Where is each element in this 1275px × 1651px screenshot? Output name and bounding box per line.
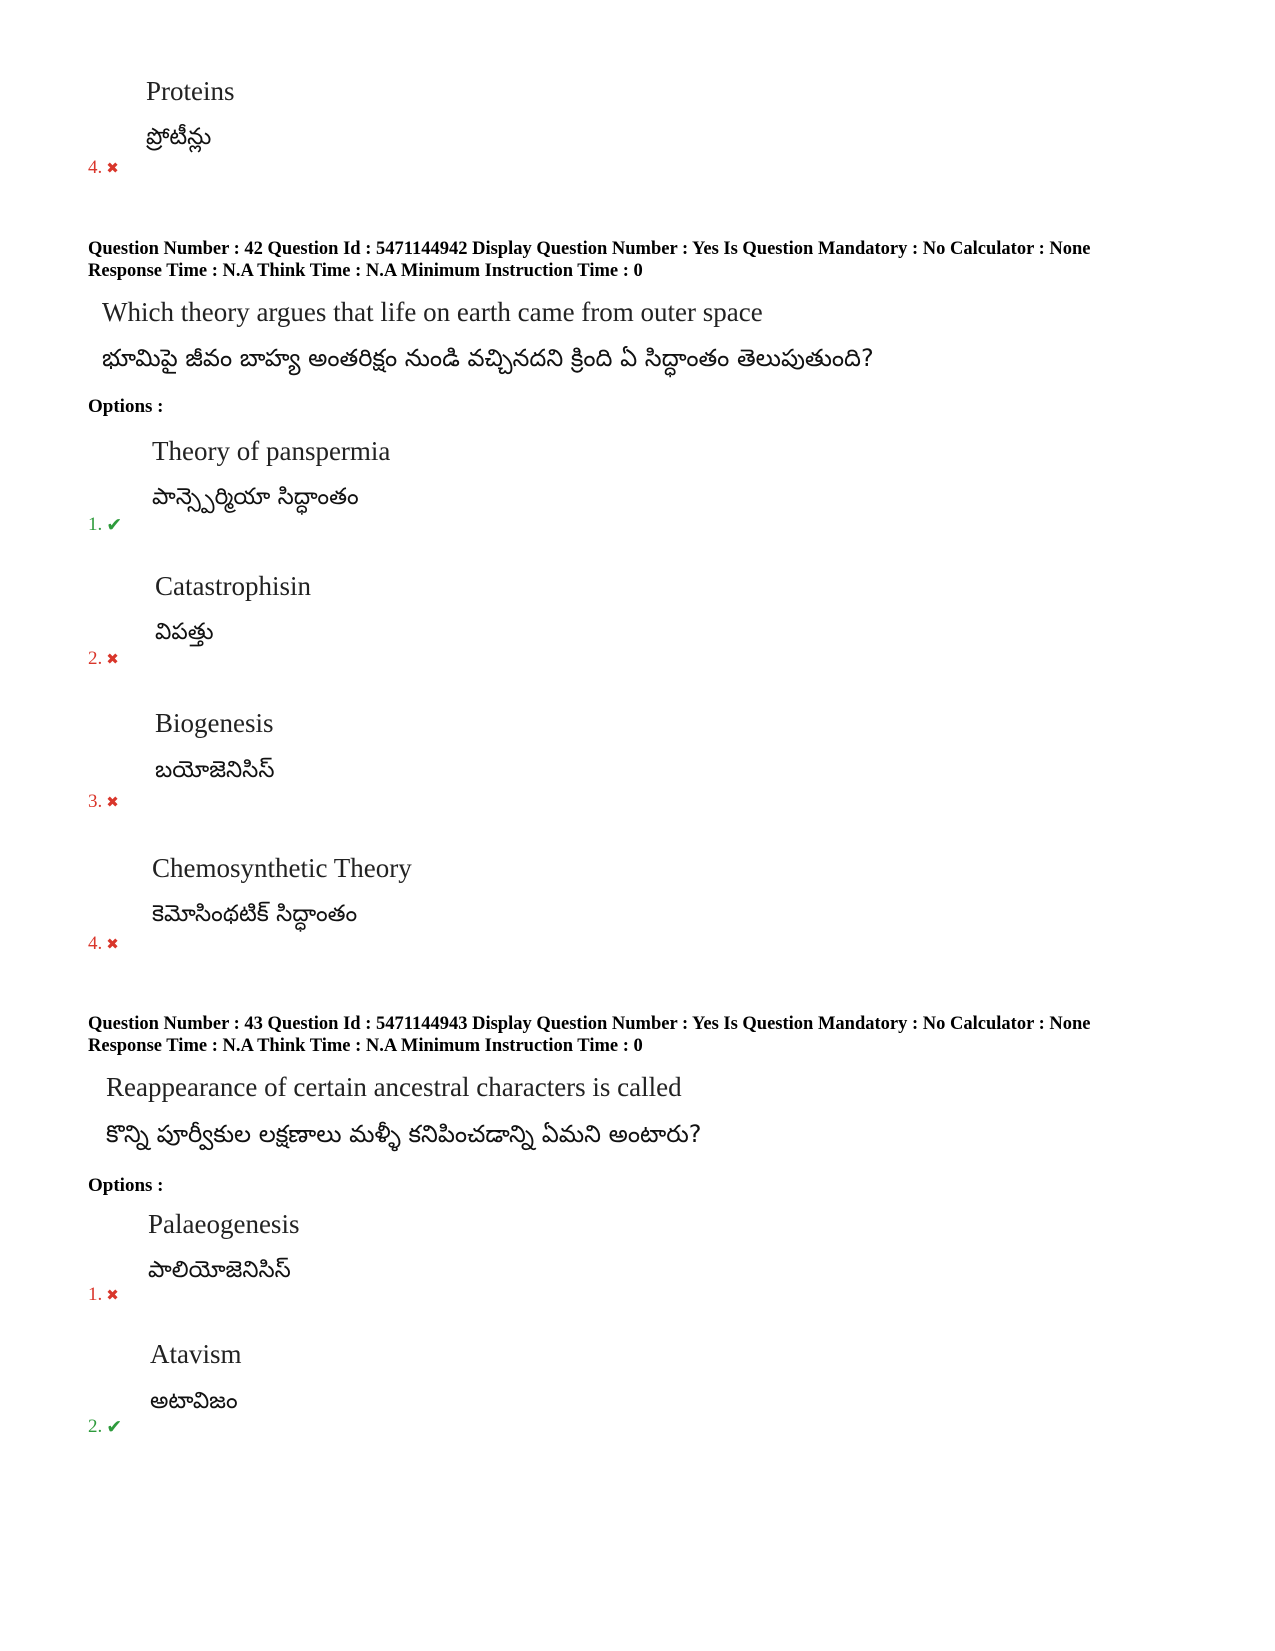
q43-option-2-text-en: Atavism <box>150 1339 242 1369</box>
q43-option-1-marker <box>88 1284 119 1306</box>
q43-option-1-text-en: Palaeogenesis <box>148 1209 300 1239</box>
q42-option-4-text-en: Chemosynthetic Theory <box>152 853 412 883</box>
q42-option-3-marker <box>88 791 119 813</box>
q43-options-label: Options : <box>88 1175 164 1196</box>
cross-icon: ✖ <box>106 1285 119 1304</box>
q42-question-text-te: భూమిపై జీవం బాహ్య అంతరిక్షం నుండి వచ్చినదని క్రింది ఏ సిద్ధాంతం తెలుపుతుంది? <box>102 344 874 372</box>
cross-icon: ✖ <box>106 158 119 177</box>
q42-option-2-text-te: విపత్తు <box>155 619 214 645</box>
q42-option-2-text-en: Catastrophisin <box>155 571 311 601</box>
q42-question-text-en: Which theory argues that life on earth came from outer space <box>102 297 763 327</box>
q42-meta-line1: Question Number : 42 Question Id : 5471144942 Display Question Number : Yes Is Question Mandatory : No Calculator : None <box>88 239 1091 259</box>
cross-icon: ✖ <box>106 934 119 953</box>
q43-question-text-en: Reappearance of certain ancestral characters is called <box>106 1072 682 1102</box>
q42-option-3-text-en: Biogenesis <box>155 708 274 738</box>
q42-option-1-text-te: పాన్స్పెర్మియా సిద్ధాంతం <box>152 484 359 510</box>
q43-option-1-text-te: పాలియోజెనిసిస్ <box>148 1257 291 1283</box>
q43-option-2-marker <box>88 1416 122 1438</box>
option-number: 4. <box>88 933 103 954</box>
option-number: 2. <box>88 1416 103 1437</box>
check-icon: ✔ <box>106 513 123 536</box>
q42-option-2-marker <box>88 648 119 670</box>
q43-option-2-text-te: అటావిజం <box>150 1388 238 1414</box>
option-number: 4. <box>88 157 103 178</box>
check-icon: ✔ <box>106 1415 123 1438</box>
option-number: 1. <box>88 1284 103 1305</box>
prev-option-4-text-te: ప్రోటీన్లు <box>146 124 212 150</box>
q42-option-1-marker <box>88 514 122 536</box>
q43-meta-line2: Response Time : N.A Think Time : N.A Minimum Instruction Time : 0 <box>88 1036 643 1056</box>
prev-option-4-marker <box>88 157 119 179</box>
q42-option-4-marker <box>88 933 119 955</box>
option-number: 1. <box>88 514 103 535</box>
q42-options-label: Options : <box>88 396 164 417</box>
q42-option-3-text-te: బయోజెనిసిస్ <box>155 757 275 783</box>
q42-option-1-text-en: Theory of panspermia <box>152 436 391 466</box>
option-number: 2. <box>88 648 103 669</box>
option-number: 3. <box>88 791 103 812</box>
cross-icon: ✖ <box>106 792 119 811</box>
cross-icon: ✖ <box>106 649 119 668</box>
q43-question-text-te: కొన్ని పూర్వీకుల లక్షణాలు మళ్ళీ కనిపించడాన్ని ఏమని అంటారు? <box>106 1120 702 1148</box>
q42-option-4-text-te: కెమోసింథటిక్ సిద్ధాంతం <box>152 901 358 927</box>
q43-meta-line1: Question Number : 43 Question Id : 5471144943 Display Question Number : Yes Is Question Mandatory : No Calculator : None <box>88 1014 1091 1034</box>
prev-option-4-text-en: Proteins <box>146 76 235 106</box>
q42-meta-line2: Response Time : N.A Think Time : N.A Minimum Instruction Time : 0 <box>88 261 643 281</box>
